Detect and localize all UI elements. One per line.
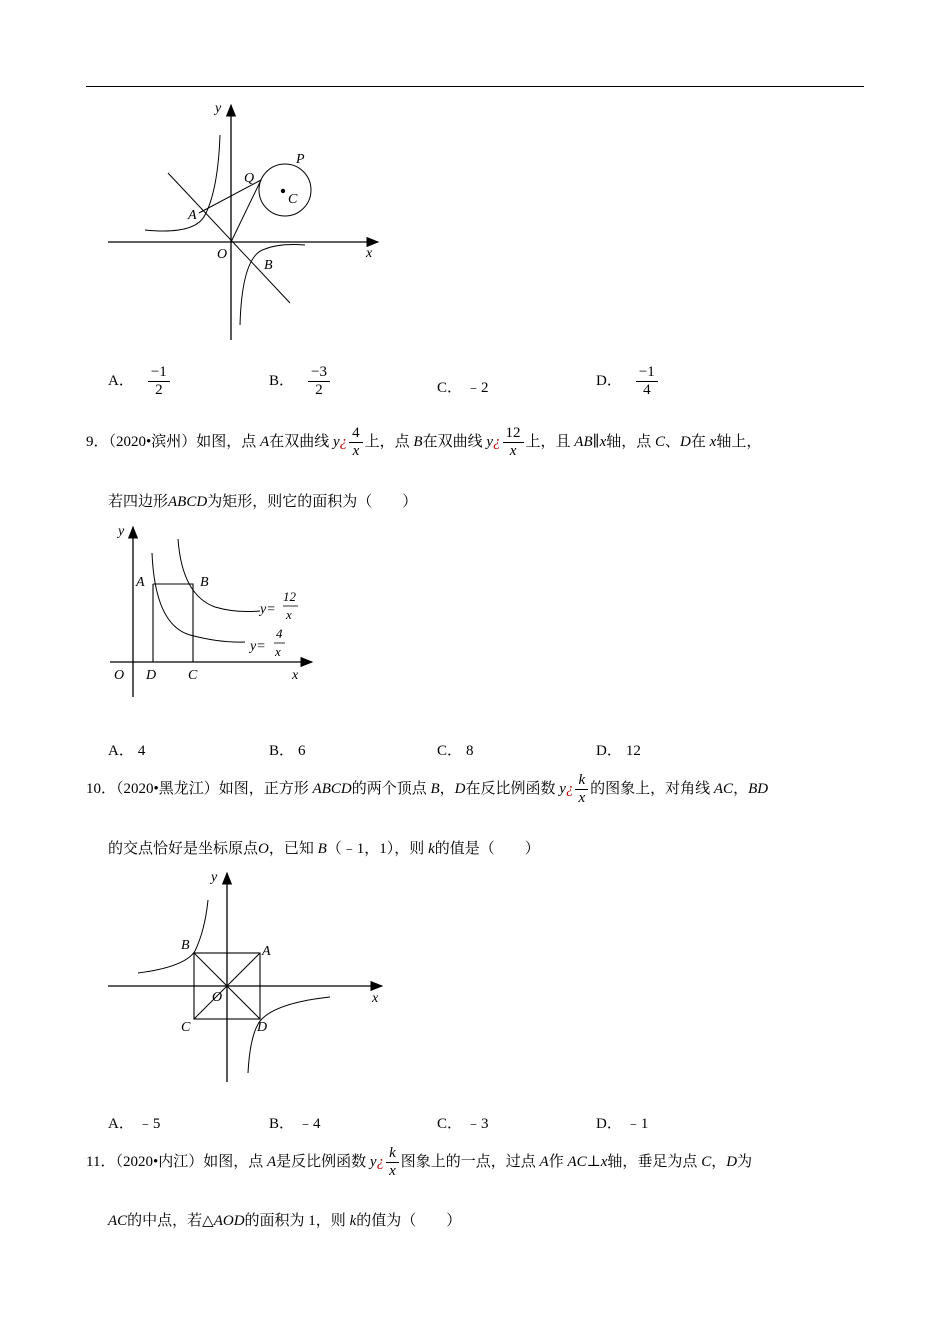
- label-a: A: [188, 208, 197, 223]
- label-o: O: [114, 668, 125, 683]
- q8-figure: [100, 95, 390, 350]
- eq-12x-den: x: [286, 607, 292, 622]
- label-x: x: [366, 246, 373, 261]
- header-rule: [86, 86, 864, 87]
- q9-option-d[interactable]: D． 12: [596, 743, 641, 759]
- label-o: O: [212, 990, 223, 1005]
- q9-option-a[interactable]: A． 4: [108, 743, 146, 759]
- q11-stem-line2: AC的中点，若△AOD的面积为 1，则 k的值为（ ）: [108, 1213, 462, 1229]
- q10-stem-line1: 10．（2020•黑龙江）如图，正方形 ABCD的两个顶点 B，D在反比例函数 y¿ $\frac{k}{x}$ 的图象上，对角线 AC，BD: [86, 772, 769, 807]
- label-x: x: [292, 668, 299, 683]
- hyperbola-4x: [152, 553, 245, 642]
- q9-option-b[interactable]: B． 6: [269, 743, 306, 759]
- q11-stem-line1: 11．（2020•内江）如图，点 A是反比例函数 y¿ $\frac{k}{x}$ 图象上的一点，过点 A作 AC⊥x轴，垂足为点 C，D为: [86, 1145, 753, 1180]
- q10-figure: [100, 865, 390, 1085]
- label-c: C: [188, 668, 198, 683]
- label-q: Q: [244, 171, 255, 186]
- q8-option-a[interactable]: A． $\frac{-1}{2}$: [108, 364, 172, 400]
- hyperbola-left: [138, 900, 208, 973]
- circle-c: [259, 164, 311, 216]
- label-a: A: [136, 575, 145, 590]
- q10-option-c[interactable]: C． ﹣3: [437, 1116, 489, 1132]
- q9-figure: [100, 515, 330, 705]
- q10-option-a[interactable]: A． ﹣5: [108, 1116, 161, 1132]
- q10-stem-line2: 的交点恰好是坐标原点O，已知 B（﹣1，1），则 k的值是（ ）: [108, 841, 540, 857]
- label-y: y: [118, 524, 125, 539]
- eq-12x-num: 12: [283, 589, 296, 604]
- point-c: [281, 189, 285, 193]
- label-b: B: [264, 258, 273, 273]
- label-y: y: [215, 101, 222, 116]
- label-o: O: [217, 247, 228, 262]
- hyperbola-12x: [178, 539, 260, 612]
- label-b: B: [181, 938, 190, 953]
- label-y: y: [211, 870, 218, 885]
- label-p: P: [296, 152, 305, 167]
- label-x: x: [372, 991, 379, 1006]
- diagonal-line: [168, 173, 290, 303]
- label-b: B: [200, 575, 209, 590]
- label-a: A: [262, 944, 271, 959]
- eq-4x-den: x: [275, 644, 281, 659]
- q9-stem-line1: 9．（2020•滨州）如图，点 A在双曲线 y¿ $\frac{4}{x}$ 上，点 B在双曲线 y¿ $\frac{12}{x}$ 上，且 AB∥x轴，点 C、D在 x轴上，: [86, 425, 762, 460]
- q8-option-d[interactable]: D． $\frac{-1}{4}$: [596, 364, 660, 400]
- eq-12x-lhs: y=: [260, 602, 276, 617]
- q9-option-c[interactable]: C． 8: [437, 743, 474, 759]
- q8-option-b[interactable]: B． $\frac{-3}{2}$: [269, 364, 332, 400]
- eq-4x-lhs: y=: [250, 639, 266, 654]
- label-d: D: [257, 1020, 268, 1035]
- q10-option-d[interactable]: D． ﹣1: [596, 1116, 649, 1132]
- eq-4x-num: 4: [276, 626, 283, 641]
- segment-oq: [231, 180, 261, 242]
- q10-option-b[interactable]: B． ﹣4: [269, 1116, 321, 1132]
- label-c: C: [288, 192, 298, 207]
- q8-option-c[interactable]: C． ﹣2: [437, 380, 489, 396]
- label-d: D: [146, 668, 157, 683]
- rect-ab-bc: [153, 584, 193, 662]
- q9-stem-line2: 若四边形ABCD为矩形，则它的面积为（ ）: [108, 494, 418, 510]
- label-c: C: [181, 1020, 191, 1035]
